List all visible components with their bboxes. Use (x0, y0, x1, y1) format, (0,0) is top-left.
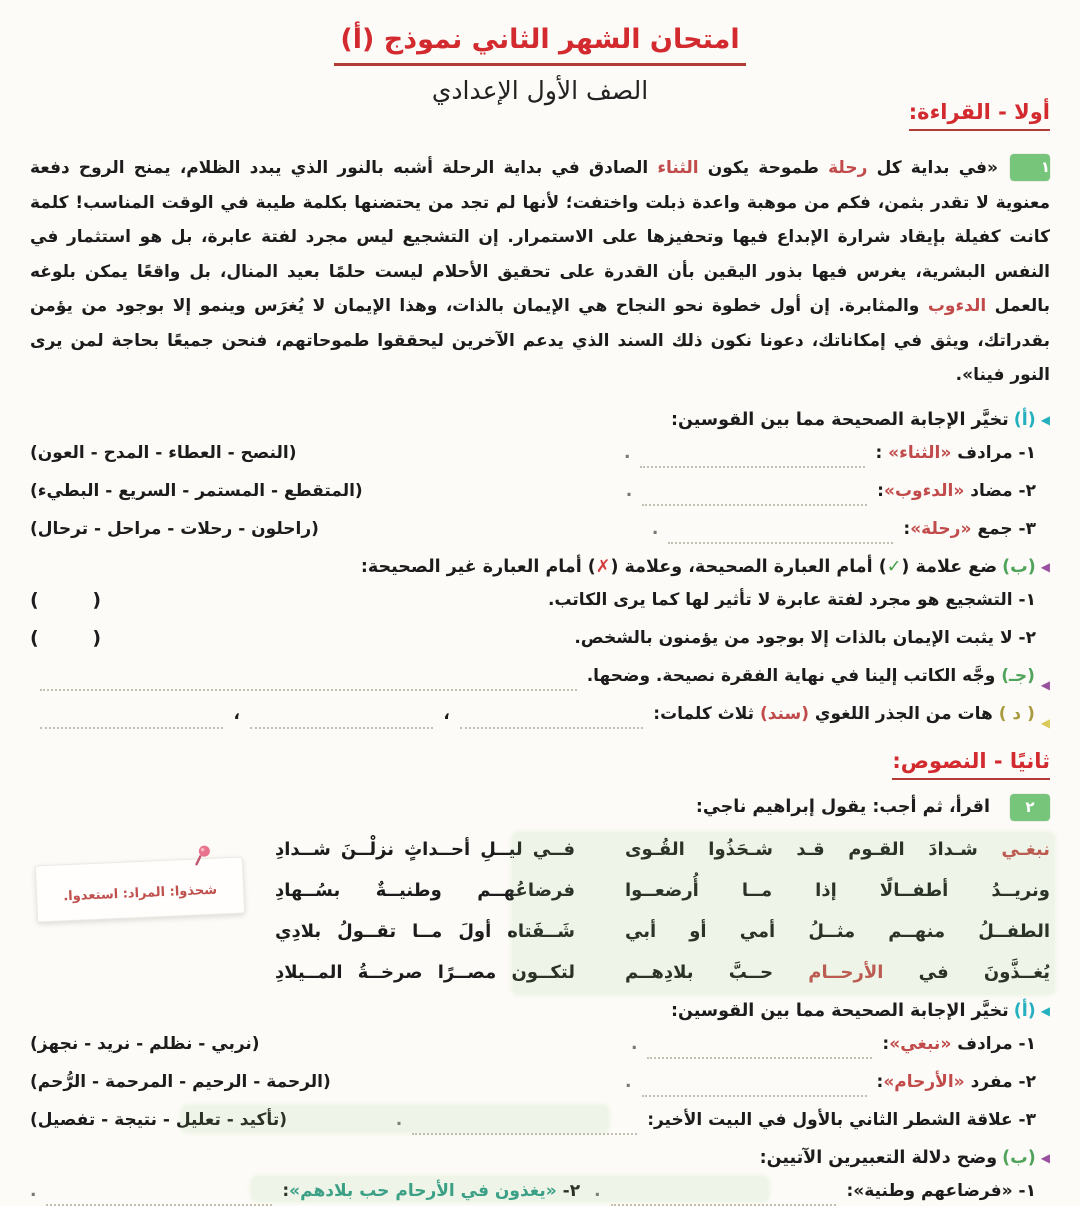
choices: (نربي - نظلم - نريد - نجهز) (30, 1033, 260, 1054)
dot: . (623, 442, 631, 463)
triangle-marker-icon: ◀ (1040, 559, 1050, 574)
question-2-badge: ٢ (1010, 794, 1050, 821)
comma: ، (233, 703, 240, 724)
item-text: ٣- علاقة الشطر الثاني بالأول في البيت الأخير: (647, 1109, 1036, 1130)
answer-blank[interactable] (668, 522, 893, 544)
triangle-marker-icon: ◀ (1040, 715, 1050, 730)
texts-qb-title (30, 1148, 1050, 1168)
reading-passage (30, 151, 1050, 393)
answer-blank[interactable] (412, 1113, 637, 1135)
mcq-item-2 (30, 1068, 1050, 1097)
triangle-marker-icon: ◀ (1040, 677, 1050, 692)
intro-text: اقرأ، ثم أجب: يقول إبراهيم ناجي: (695, 797, 990, 817)
poem-keyword: نبغـي (1001, 838, 1050, 860)
title-part: ضع علامة ( (901, 556, 998, 577)
qd-root-word: (سند) (759, 703, 809, 724)
note-text: شحذوا: المراد: استعدوا. (63, 882, 218, 904)
section-reading-heading: أولا - القراءة: (909, 100, 1050, 131)
answer-blank[interactable] (460, 707, 643, 729)
qa-title-text: تخيَّر الإجابة الصحيحة مما بين القوسين: (671, 409, 1009, 430)
item-keyword: «الأرحام» (883, 1071, 965, 1092)
item-text: : (903, 518, 911, 539)
answer-parens[interactable]: ( ) (30, 588, 104, 611)
page-title: امتحان الشهر الثاني نموذج (أ) (334, 24, 745, 66)
item-label (875, 439, 1036, 468)
title-part: ) أمام العبارة غير الصحيحة: (360, 556, 596, 577)
qb-title-text (361, 557, 997, 577)
qb-label: (ب) (1002, 1147, 1036, 1168)
verse-1 (275, 835, 1050, 865)
item-keyword: «الثناء» (888, 442, 952, 463)
answer-blank[interactable] (647, 1037, 872, 1059)
answer-blank[interactable] (40, 669, 577, 691)
reading-qc (30, 662, 1050, 691)
check-icon: ✓ (886, 556, 902, 577)
verse-3 (275, 917, 1050, 947)
hemistich-right (625, 958, 1050, 988)
expression-2 (282, 1177, 580, 1206)
item-text: ٢- (556, 1180, 581, 1201)
choices: (راحلون - رحلات - مراحل - ترحال) (30, 518, 319, 539)
answer-blank[interactable] (46, 1184, 272, 1206)
answer-parens[interactable]: ( ) (30, 626, 104, 649)
qa-title-text: تخيَّر الإجابة الصحيحة مما بين القوسين: (671, 1000, 1009, 1021)
texts-qa-title (30, 1001, 1050, 1021)
choices: (النصح - العطاء - المدح - العون) (30, 442, 297, 463)
qd-text-post: ثلاث كلمات: (653, 703, 760, 724)
dot: . (630, 1033, 638, 1054)
item-text: : (882, 1033, 890, 1054)
hemistich-right (625, 835, 1050, 865)
choices: (الرحمة - الرحيم - المرحمة - الرُّحم) (30, 1071, 331, 1092)
item-keyword: «نبغي» (889, 1033, 952, 1054)
expressions-row (30, 1177, 1050, 1206)
item-text: ١- مرادف (951, 442, 1036, 463)
question-1-badge: ١ (1010, 154, 1050, 181)
mcq-item-1 (30, 1030, 1050, 1059)
answer-blank[interactable] (611, 1184, 837, 1206)
qb-label: (ب) (1002, 556, 1036, 577)
hemistich-left: لتكــون مصــرًا صرخــةُ المــيلادِ (275, 961, 575, 983)
answer-blank[interactable] (250, 707, 433, 729)
passage-text: والمثابرة. إن أول خطوة نحو النجاح هي الإيمان بالذات، وهذا الإيمان لا يُغرَس وينمو إلا بوجود من يؤمن بقدراتك، ويثق في إمكاناتك، دعونا نكون ذلك السند الذي يدعم الآخرين ليحققوا طموحاتهم، فنحن جميعًا بحاجة لمن يرى النور فينا». (30, 296, 1050, 385)
poem-zone (30, 835, 1050, 988)
answer-blank[interactable] (640, 446, 865, 468)
dot: . (625, 1071, 632, 1092)
item-label (877, 477, 1036, 506)
statement: ١- التشجيع هو مجرد لفتة عابرة لا تأثير لها كما يرى الكاتب. (547, 589, 1036, 610)
expression-quote: «فرضاعهم وطنية» (853, 1180, 1013, 1201)
title-part: ) أمام العبارة الصحيحة، وعلامة ( (610, 556, 887, 577)
vocabulary-note-card (35, 856, 245, 922)
item-text: ٢- مفرد (964, 1071, 1036, 1092)
qd-text (653, 700, 993, 729)
qa-label: (أ) (1013, 1000, 1036, 1021)
pushpin-icon (189, 842, 216, 873)
item-keyword: «الدءوب» (883, 480, 965, 501)
qc-text: وجَّه الكاتب إلينا في نهاية الفقرة نصيحة. وضحها. (586, 665, 996, 686)
hemistich-right: ونريــدُ أطفــالًا إذا مــا أُرضعــوا (625, 879, 1050, 901)
expression-quote: «يغذون في الأرحام حب بلادهم» (289, 1180, 557, 1201)
passage-text: «في بداية كل (867, 158, 999, 178)
passage-text: طموحة يكون (698, 158, 829, 178)
qb-title-text: وضح دلالة التعبيرين الآتيين: (759, 1147, 998, 1168)
header (30, 24, 1050, 105)
qc-label: (جـ) (1001, 665, 1035, 686)
verse-4 (275, 958, 1050, 988)
dot: . (594, 1180, 601, 1201)
comma: ، (443, 703, 450, 724)
item-text: ٢- مضاد (964, 480, 1036, 501)
texts-intro (30, 794, 1050, 821)
mcq-item-2 (30, 477, 1050, 506)
hemistich-right: الطفــلُ منهــم مثــلُ أمي أو أبي (625, 920, 1050, 942)
section-texts-heading: ثانيًا - النصوص: (30, 749, 1050, 780)
dot: . (30, 1180, 37, 1201)
keyword-rihla: رحلة (828, 158, 868, 178)
item-text: ٣- جمع (971, 518, 1036, 539)
poem (275, 835, 1050, 988)
triangle-marker-icon: ◀ (1040, 1150, 1050, 1165)
answer-blank[interactable] (642, 1075, 867, 1097)
item-keyword: «رحلة» (910, 518, 972, 539)
dot: . (395, 1109, 403, 1130)
item-text: : (877, 480, 884, 501)
expression-1 (846, 1177, 1036, 1206)
item-label (903, 515, 1036, 544)
mcq-item-3 (30, 1106, 1050, 1135)
reading-qa-title (30, 410, 1050, 430)
triangle-marker-icon: ◀ (1040, 1003, 1050, 1018)
qd-text-pre: هات من الجذر اللغوي (809, 703, 993, 724)
mcq-item-3 (30, 515, 1050, 544)
poem-text: يُغــذَّونَ في (883, 961, 1050, 983)
tf-item-2 (30, 624, 1050, 653)
reading-qb-title (30, 557, 1050, 577)
qa-label: (أ) (1013, 409, 1036, 430)
keyword-thanaa: الثناء (657, 158, 699, 178)
dot: . (625, 480, 633, 501)
item-label (877, 1068, 1037, 1097)
cross-icon: ✗ (595, 556, 611, 577)
item-text: : (282, 1180, 290, 1201)
statement: ٢- لا يثبت الإيمان بالذات إلا بوجود من يؤمنون بالشخص. (574, 627, 1036, 648)
mcq-item-1 (30, 439, 1050, 468)
poem-text: شـدادَ القـوم قـد شـحَذُوا القُـوى (625, 838, 1002, 860)
hemistich-left: فــي ليــلِ أحــداثٍ نزلْــنَ شــدادِ (275, 838, 575, 860)
answer-blank[interactable] (642, 484, 867, 506)
triangle-marker-icon: ◀ (1040, 412, 1050, 427)
item-label (647, 1106, 1036, 1135)
poem-text: حــبَّ بلادِهــم (625, 961, 809, 983)
dot: . (651, 518, 659, 539)
poem-keyword: الأرحــام (808, 961, 884, 983)
hemistich-left: فرضاعُهــم وطنيــةٌ بسُــهادِ (275, 879, 575, 901)
choices: (المتقطع - المستمر - السريع - البطيء) (30, 480, 363, 501)
item-text: : (876, 1071, 884, 1092)
item-label (882, 1030, 1036, 1059)
page-subtitle: الصف الأول الإعدادي (431, 76, 649, 105)
verse-2 (275, 876, 1050, 906)
item-text: ١- مرادف (951, 1033, 1036, 1054)
item-text: ١- (1012, 1180, 1036, 1201)
tf-item-1 (30, 586, 1050, 615)
hemistich-left: شَــفَتاه أولَ مــا تقــولُ بلادِي (275, 920, 575, 942)
passage-text: الصادق في بداية الرحلة أشبه بالنور الذي يبدد الظلام، يمنح الروح دفعة معنوية لا تقدر بثمن، فكم من موهبة واعدة ذبلت واختفت؛ لأنها لم تجد من يحتضنها بكلمة طيبة في الوقت المناسب! كلمة كانت كفيلة بإيقاد شرارة الإبداع فيها وتحفيزها على الاستمرار. إن التشجيع ليس مجرد لفتة عابرة، بل هو استثمار في النفس البشرية، يغرس فيها بذور اليقين بأن القدرة على تحقيق الأحلام ليست حلمًا بعيد المنال، بل واقعًا يمكن بلوغه بالعمل (30, 158, 1050, 316)
choices: (تأكيد - تعليل - نتيجة - تفصيل) (30, 1109, 287, 1130)
keyword-daoob: الدءوب (927, 296, 987, 316)
item-text: : (875, 442, 889, 463)
answer-blank[interactable] (40, 707, 223, 729)
item-text: : (846, 1180, 854, 1201)
qd-label: ( د ) (998, 703, 1035, 724)
reading-qd (30, 700, 1050, 729)
